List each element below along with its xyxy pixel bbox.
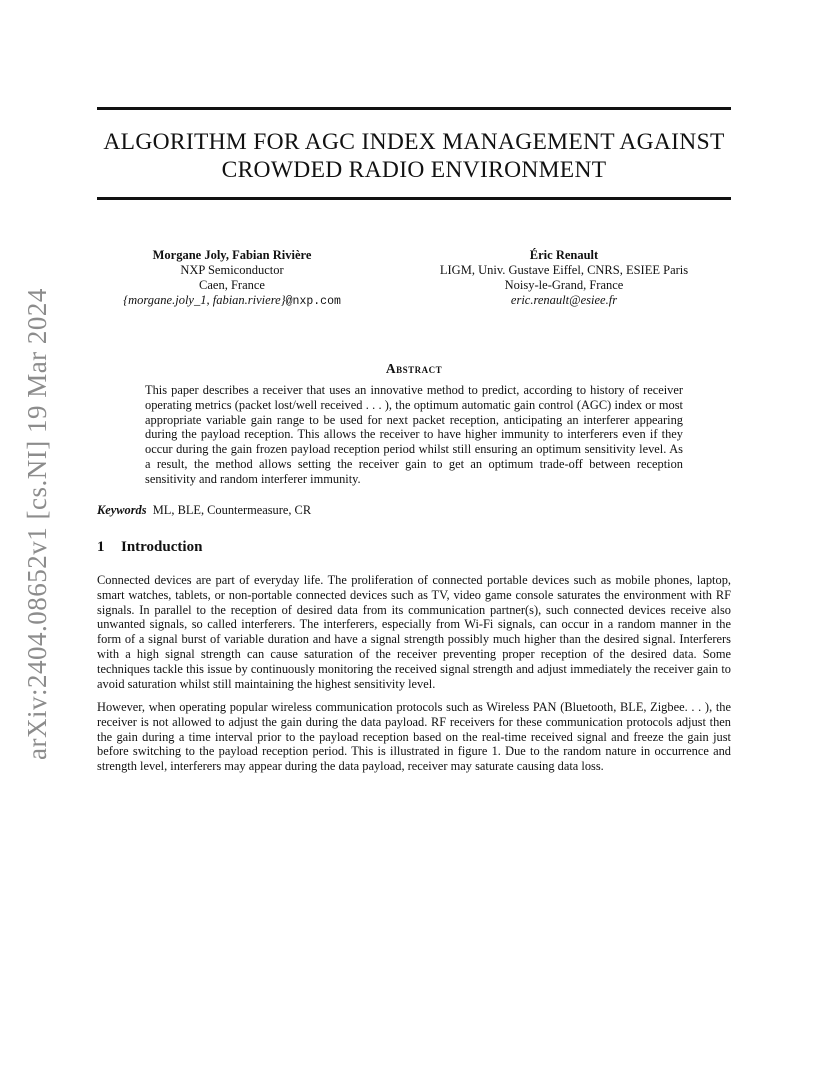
author-name: Éric Renault	[529, 248, 599, 262]
section-title: Introduction	[121, 539, 203, 555]
title-top-rule	[97, 107, 731, 110]
keywords-text: ML, BLE, Countermeasure, CR	[152, 503, 312, 517]
section-heading	[97, 539, 202, 556]
author-affiliation: NXP Semiconductor	[180, 263, 284, 277]
author-email	[112, 293, 352, 309]
author-name: Morgane Joly, Fabian Rivière	[152, 248, 312, 262]
author-location: Caen, France	[199, 278, 265, 292]
author-block-2	[412, 248, 716, 309]
author-email-user: {morgane.joly_1, fabian.riviere}	[123, 293, 286, 307]
keywords-label: Keywords	[97, 503, 147, 517]
author-location: Noisy-le-Grand, France	[504, 278, 624, 292]
title-line-2: CROWDED RADIO ENVIRONMENT	[221, 157, 607, 183]
author-email	[412, 293, 716, 309]
author-email-user: eric.renault@esiee.fr	[510, 293, 618, 307]
title-bottom-rule	[97, 197, 731, 200]
paper-title	[97, 128, 731, 184]
section-number: 1	[97, 539, 105, 555]
abstract-text: This paper describes a receiver that uses an innovative method to predict, according to history of receiver operating metrics (packet lost/well received . . . ), the optimum automatic gain control (AGC) index or most appropriate variable gain range to be used for next packet reception, anticipating an interferer appearing during the payload reception. This allows the receiver to have higher immunity to interferers even if they occur during the gain frozen payload reception period whilst still ensuring an optimum sensitivity level. As a result, the method allows setting the receiver gain to get an optimum trade-off between reception sensitivity and random interferer immunity.	[145, 383, 683, 486]
body-paragraph-1: Connected devices are part of everyday life. The proliferation of connected portable devices such as mobile phones, laptop, smart watches, tablets, or non-portable connected devices such as TV, video game console saturates the environment with RF signals. In parallel to the reception of desired data from its communication partner(s), such connected devices receive also unwanted signals, so called interferers. The interferers, especially from Wi-Fi signals, can occur in a random manner in the form of a signal burst of variable duration and have a signal strength possibly much higher than the desired signal. Interferers with a high signal strength can cause saturation of the receiver preventing proper reception of the desired data. Some techniques tackle this issue by continuously monitoring the received signal strength and adjust immediately the receiver gain to avoid saturation whilst still maintaining the highest sensitivity level.	[97, 573, 731, 691]
author-block-1	[112, 248, 352, 309]
title-line-1: ALGORITHM FOR AGC INDEX MANAGEMENT AGAINST	[103, 129, 725, 155]
author-affiliation: LIGM, Univ. Gustave Eiffel, CNRS, ESIEE Paris	[439, 263, 689, 277]
keywords-line	[97, 503, 311, 518]
body-paragraph-2: However, when operating popular wireless communication protocols such as Wireless PAN (Bluetooth, BLE, Zigbee. . . ), the receiver is not allowed to adjust the gain during the data payload. RF receivers for these communication protocols adjust then the gain during a time interval prior to the payload reception based on the real-time received signal and freeze the gain just before switching to the payload reception period. This is illustrated in figure 1. Due to the random nature in occurrence and strength level, interferers may appear during the data payload, receiver may saturate causing data loss.	[97, 700, 731, 774]
abstract-heading: Abstract	[385, 361, 443, 376]
author-email-domain: @nxp.com	[285, 295, 341, 308]
arxiv-identifier-stamp: arXiv:2404.08652v1 [cs.NI] 19 Mar 2024	[22, 288, 52, 760]
